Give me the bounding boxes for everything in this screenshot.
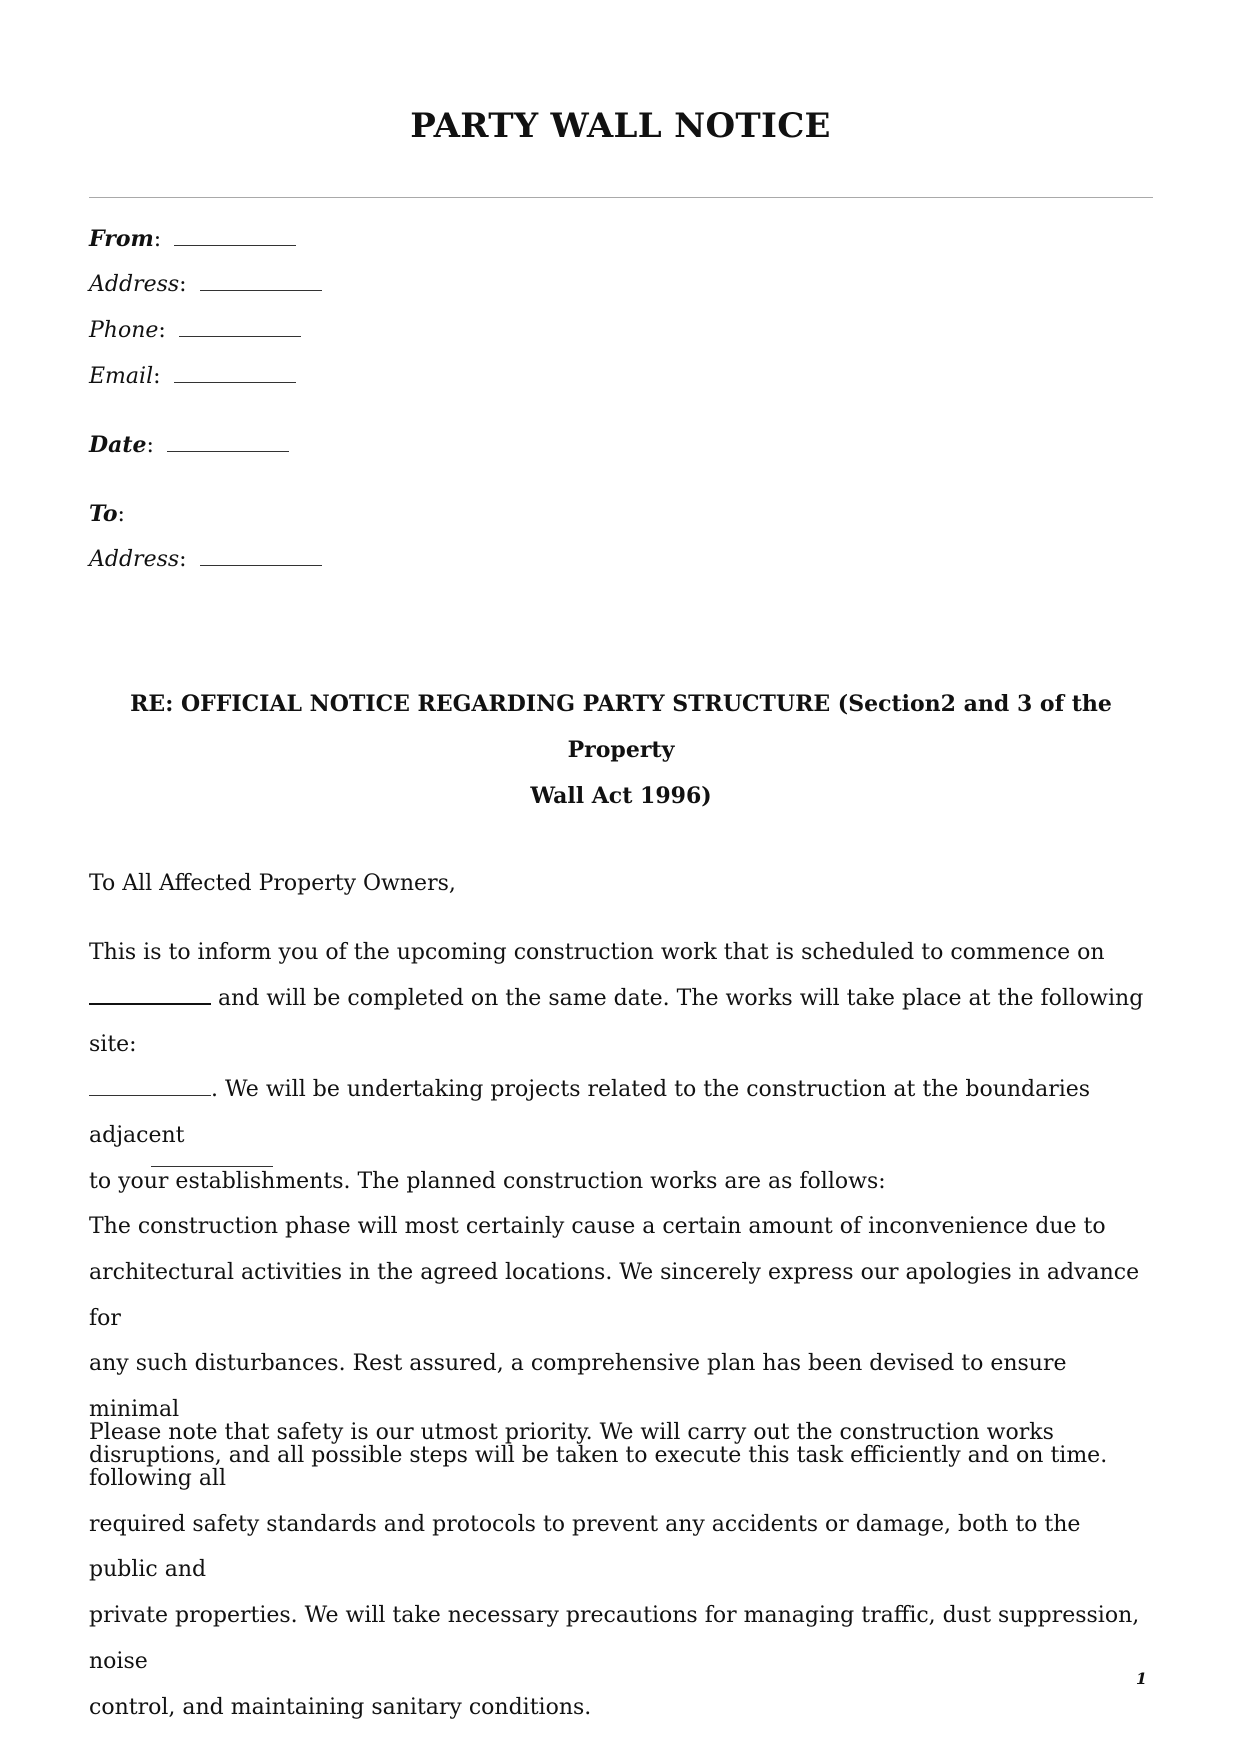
intro-line-1: This is to inform you of the upcoming construction work that is scheduled to commence on bbox=[89, 940, 1105, 965]
intro-line-3: . We will be undertaking projects related to the construction at the boundaries adjacent bbox=[89, 1077, 1091, 1149]
commence-date-blank[interactable] bbox=[89, 1002, 211, 1005]
recipient-address-field: Address: bbox=[89, 545, 322, 575]
recipient-address-label: Address bbox=[89, 547, 180, 572]
paragraph-intro bbox=[89, 930, 1153, 1205]
inconvenience-line-1: The construction phase will most certainly cause a certain amount of inconvenience due to bbox=[89, 1214, 1106, 1239]
from-label: From bbox=[89, 226, 154, 252]
intro-line-4: to your establishments. The planned construction works are as follows: bbox=[89, 1168, 886, 1194]
to-field: To: bbox=[89, 501, 125, 527]
phone-label: Phone bbox=[89, 318, 159, 343]
paragraph-safety bbox=[89, 1410, 1153, 1731]
phone-blank[interactable] bbox=[179, 335, 301, 337]
inconvenience-line-4: disruptions, and all possible steps will be taken to execute this task efficiently and on time. bbox=[89, 1442, 1108, 1468]
intro-line-2: and will be completed on the same date. The works will take place at the following site: bbox=[89, 985, 1144, 1057]
document-title: PARTY WALL NOTICE bbox=[410, 106, 831, 146]
subject-heading bbox=[89, 681, 1153, 819]
site-blank[interactable] bbox=[89, 1094, 211, 1096]
inconvenience-line-2: architectural activities in the agreed locations. We sincerely express our apologies in advance for bbox=[89, 1259, 1140, 1331]
phone-field: Phone: bbox=[89, 316, 301, 346]
sender-address-field: Address: bbox=[89, 270, 322, 300]
subject-line-2: Wall Act 1996) bbox=[530, 783, 712, 809]
email-blank[interactable] bbox=[174, 381, 296, 383]
header-divider bbox=[89, 197, 1153, 198]
date-label: Date bbox=[89, 432, 147, 458]
email-field: Email: bbox=[89, 362, 296, 392]
from-blank[interactable] bbox=[174, 244, 296, 246]
sender-address-blank[interactable] bbox=[200, 289, 322, 291]
sender-address-label: Address bbox=[89, 272, 180, 297]
safety-line-1: Please note that safety is our utmost priority. We will carry out the construction works following all bbox=[89, 1420, 1054, 1491]
page-number: 1 bbox=[1135, 1669, 1147, 1688]
from-field: From: bbox=[89, 224, 296, 255]
date-blank[interactable] bbox=[167, 450, 289, 452]
subject-line-1: RE: OFFICIAL NOTICE REGARDING PARTY STRUCTURE (Section2 and 3 of the Property bbox=[130, 691, 1112, 763]
recipient-address-blank[interactable] bbox=[200, 564, 322, 566]
works-list-blank[interactable] bbox=[151, 1166, 273, 1167]
to-label: To bbox=[89, 501, 118, 527]
date-field: Date: bbox=[89, 430, 289, 461]
salutation: To All Affected Property Owners, bbox=[89, 871, 456, 896]
safety-line-4: control, and maintaining sanitary conditions. bbox=[89, 1694, 592, 1720]
email-label: Email bbox=[89, 364, 154, 389]
safety-line-2: required safety standards and protocols to prevent any accidents or damage, both to the public and bbox=[89, 1511, 1081, 1583]
safety-line-3: private properties. We will take necessary precautions for managing traffic, dust suppression, noise bbox=[89, 1603, 1140, 1674]
inconvenience-line-3: any such disturbances. Rest assured, a comprehensive plan has been devised to ensure minimal bbox=[89, 1351, 1067, 1423]
